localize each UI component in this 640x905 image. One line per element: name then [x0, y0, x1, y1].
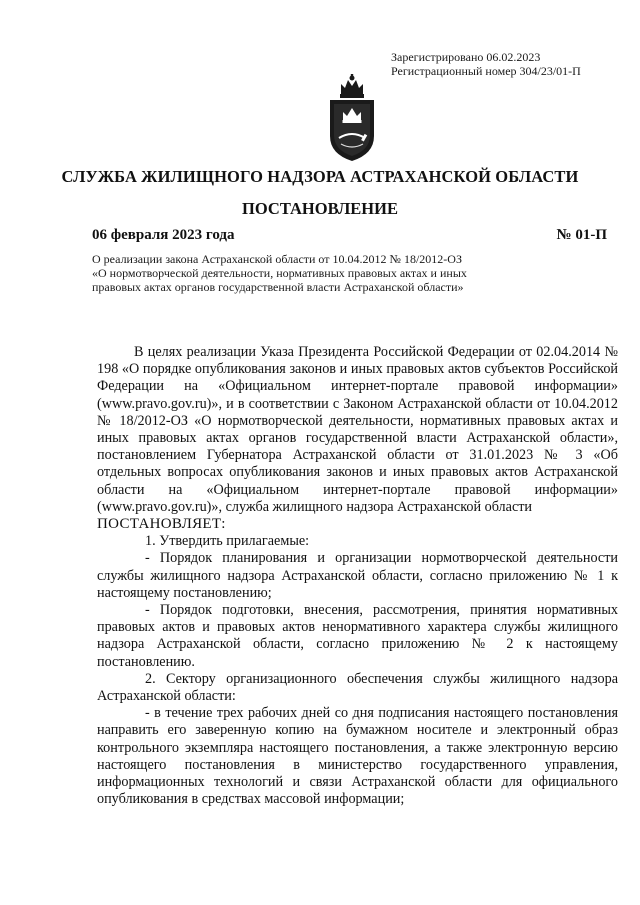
subject-line: «О нормотворческой деятельности, нормативных правовых актах и иных — [92, 266, 467, 280]
subject-line: правовых актах органов государственной власти Астраханской области» — [92, 280, 464, 294]
item-1: 1. Утвердить прилагаемые: — [145, 533, 310, 550]
decree-word: ПОСТАНОВЛЯЕТ: — [97, 516, 226, 533]
document-number: № 01-П — [556, 227, 607, 243]
item-2-a: - в течение трех рабочих дней со дня подписания настоящего постановления направить его заверенную копию на бумажном носителе и электронный образ контрольного экземпляра настоящего постановления, а также электронную версию настоящего постановления в министерство государственного управления, информационных технологий и связи Астраханской области для официального опубликования в средствах массовой информации; — [97, 705, 618, 808]
astrakhan-coat-of-arms-icon — [327, 74, 377, 162]
registration-number: Регистрационный номер 304/23/01-П — [391, 64, 581, 78]
document-type: ПОСТАНОВЛЕНИЕ — [242, 199, 398, 218]
preamble-paragraph: В целях реализации Указа Президента Российской Федерации от 02.04.2014 № 198 «О порядке опубликования законов и иных правовых актов субъектов Российской Федерации на «Официальном интернет-портале правовой информации» (www.pravo.gov.ru)», и в соответствии с Законом Астраханской области от 10.04.2012 № 18/2012-ОЗ «О нормотворческой деятельности, нормативных правовых актах и иных правовых актах органов государственной власти Астраханской области», постановлением Губернатора Астраханской области от 31.01.2023 № 3 «Об отдельных вопросах опубликования законов и иных правовых актов Астраханской области на «Официальном интернет-портале правовой информации» (www.pravo.gov.ru)», служба жилищного надзора Астраханской области — [97, 344, 618, 515]
organization-title: СЛУЖБА ЖИЛИЩНОГО НАДЗОРА АСТРАХАНСКОЙ ОБЛАСТИ — [61, 167, 579, 186]
document-body — [97, 344, 618, 808]
document-date: 06 февраля 2023 года — [92, 227, 235, 243]
subject-line: О реализации закона Астраханской области от 10.04.2012 № 18/2012-ОЗ — [92, 252, 462, 266]
registration-date: Зарегистрировано 06.02.2023 — [391, 50, 541, 64]
registration-stamp — [391, 50, 581, 78]
document-subject — [92, 252, 522, 294]
item-1-a: - Порядок планирования и организации нормотворческой деятельности службы жилищного надзора Астраханской области, согласно приложению № 1 к настоящему постановлению; — [97, 550, 618, 601]
item-2: 2. Сектору организационного обеспечения службы жилищного надзора Астраханской области: — [97, 670, 618, 705]
item-1-b: - Порядок подготовки, внесения, рассмотрения, принятия нормативных правовых актов и правовых актов ненормативного характера службы жилищного надзора Астраханской области, согласно приложению № 2 к настоящему постановлению. — [97, 602, 618, 670]
